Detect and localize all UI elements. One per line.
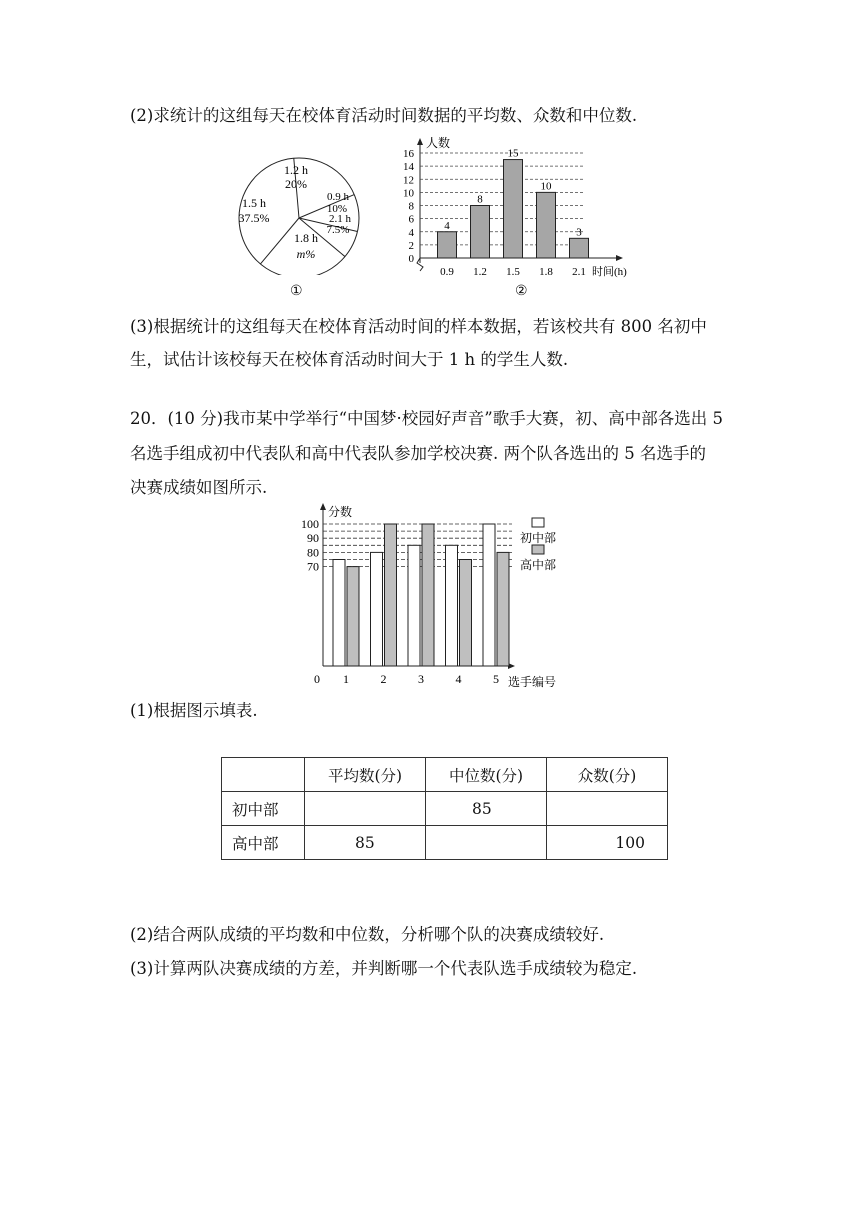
table-row: [222, 792, 668, 826]
x-tick-label: 0.9: [440, 266, 454, 278]
x-tick-label: 4: [455, 672, 462, 686]
table-row-label: 高中部: [222, 826, 305, 860]
y-tick-label: 10: [403, 187, 414, 200]
q19-part2-text: (2)求统计的这组每天在校体育活动时间数据的平均数、众数和中位数.: [130, 106, 638, 125]
x-tick-label: 5: [493, 672, 499, 686]
pie-slice-label: 0.9 h: [327, 191, 349, 203]
x-tick-label: 1: [343, 672, 349, 686]
legend-label: 初中部: [520, 531, 557, 545]
data-label: 3: [576, 226, 582, 239]
legend-swatch: [532, 545, 544, 554]
q20-line1: 20．(10 分)我市某中学举行“中国梦·校园好声音”歌手大赛，初、高中部各选出 5: [130, 409, 723, 428]
data-label: 8: [477, 193, 483, 206]
bar: [471, 206, 490, 259]
q19-part3-line2: 生，试估计该校每天在校体育活动时间大于 1 h 的学生人数.: [130, 350, 569, 369]
table-header-cell: [222, 758, 305, 792]
table-cell: [547, 792, 668, 826]
x-tick-label: 2: [380, 672, 387, 686]
y-tick-label: 6: [408, 213, 414, 226]
table-header-cell: 平均数(分): [305, 758, 426, 792]
bar-junior: [483, 524, 495, 666]
pie-slice-percent: 20%: [285, 177, 307, 191]
y-tick-label: 80: [307, 545, 319, 560]
bar: [438, 232, 457, 258]
y-axis-label: 分数: [328, 505, 353, 519]
pie-slice-label: 2.1 h: [329, 213, 351, 225]
table-header-row: [222, 758, 668, 792]
bar: [537, 192, 556, 258]
x-tick-label: 1.8: [539, 266, 553, 278]
bar-chart-contest-scores: [290, 500, 580, 692]
y-axis-arrow: [320, 503, 326, 510]
bar-junior: [446, 545, 458, 666]
y-tick-label: 16: [403, 148, 414, 160]
table-row: [222, 826, 668, 860]
score-table: [221, 757, 668, 860]
bar-junior: [408, 545, 420, 666]
y-tick-label: 12: [403, 174, 414, 187]
table-cell: 85: [426, 792, 547, 826]
pie-slice-percent: 10%: [326, 203, 348, 215]
table-header-cell: 众数(分): [547, 758, 668, 792]
bar-senior: [460, 560, 472, 667]
table-header-cell: 中位数(分): [426, 758, 547, 792]
y-tick-label: 100: [301, 517, 319, 531]
y-tick-label: 70: [307, 559, 319, 574]
bar-caption: ②: [515, 283, 528, 299]
y-tick-label: 0: [408, 253, 414, 265]
x-axis-label: 时间(h): [592, 266, 627, 278]
pie-caption: ①: [290, 283, 303, 299]
table-cell: [426, 826, 547, 860]
bar-senior: [422, 524, 434, 666]
bar-senior: [497, 552, 509, 666]
bar: [570, 238, 589, 258]
legend-swatch: [532, 518, 544, 527]
pie-slice-label: 1.5 h: [242, 196, 266, 210]
x-tick-label: 2.1: [572, 266, 586, 278]
bar: [504, 160, 523, 258]
bar-senior: [347, 567, 359, 666]
table-row-label: 初中部: [222, 792, 305, 826]
y-tick-label: 14: [403, 161, 414, 174]
data-label: 15: [507, 147, 519, 160]
legend-label: 高中部: [520, 558, 557, 572]
y-tick-label: 2: [408, 239, 414, 252]
table-cell: 85: [305, 826, 426, 860]
y-tick-label: 90: [307, 531, 319, 546]
x-tick-label: 1.2: [473, 266, 487, 278]
y-axis-arrow: [417, 138, 423, 145]
q20-part2-text: (2)结合两队成绩的平均数和中位数，分析哪个队的决赛成绩较好.: [130, 925, 605, 944]
origin-label: 0: [314, 672, 320, 686]
pie-slice-percent: m%: [296, 247, 316, 261]
x-tick-label: 3: [418, 672, 424, 686]
y-axis-label: 人数: [426, 136, 451, 150]
bar-senior: [385, 524, 397, 666]
q20-line3: 决赛成绩如图所示.: [130, 478, 268, 497]
pie-slice-label: 1.8 h: [294, 231, 318, 245]
y-tick-label: 4: [408, 226, 414, 239]
data-label: 10: [540, 180, 552, 193]
x-tick-label: 1.5: [506, 266, 520, 278]
q20-line2: 名选手组成初中代表队和高中代表队参加学校决赛. 两个队各选出的 5 名选手的: [130, 444, 706, 463]
pie-slice-percent: 7.5%: [326, 224, 350, 236]
bar-junior: [333, 560, 345, 667]
q19-part3-line1: (3)根据统计的这组每天在校体育活动时间的样本数据，若该校共有 800 名初中: [130, 317, 707, 336]
data-label: 4: [444, 219, 450, 232]
table-cell: [305, 792, 426, 826]
q20-part3-text: (3)计算两队决赛成绩的方差，并判断哪一个代表队选手成绩较为稳定.: [130, 959, 638, 978]
q20-part1-text: (1)根据图示填表.: [130, 701, 258, 720]
pie-slice-label: 1.2 h: [284, 163, 308, 177]
pie-chart: [232, 150, 372, 275]
x-axis-label: 选手编号: [508, 675, 557, 689]
table-cell: 100: [547, 826, 668, 860]
bar-chart-study-time: [380, 133, 630, 278]
x-axis-arrow: [616, 255, 623, 261]
y-tick-label: 8: [408, 200, 414, 213]
pie-slice-percent: 37.5%: [238, 211, 270, 225]
bar-junior: [371, 552, 383, 666]
